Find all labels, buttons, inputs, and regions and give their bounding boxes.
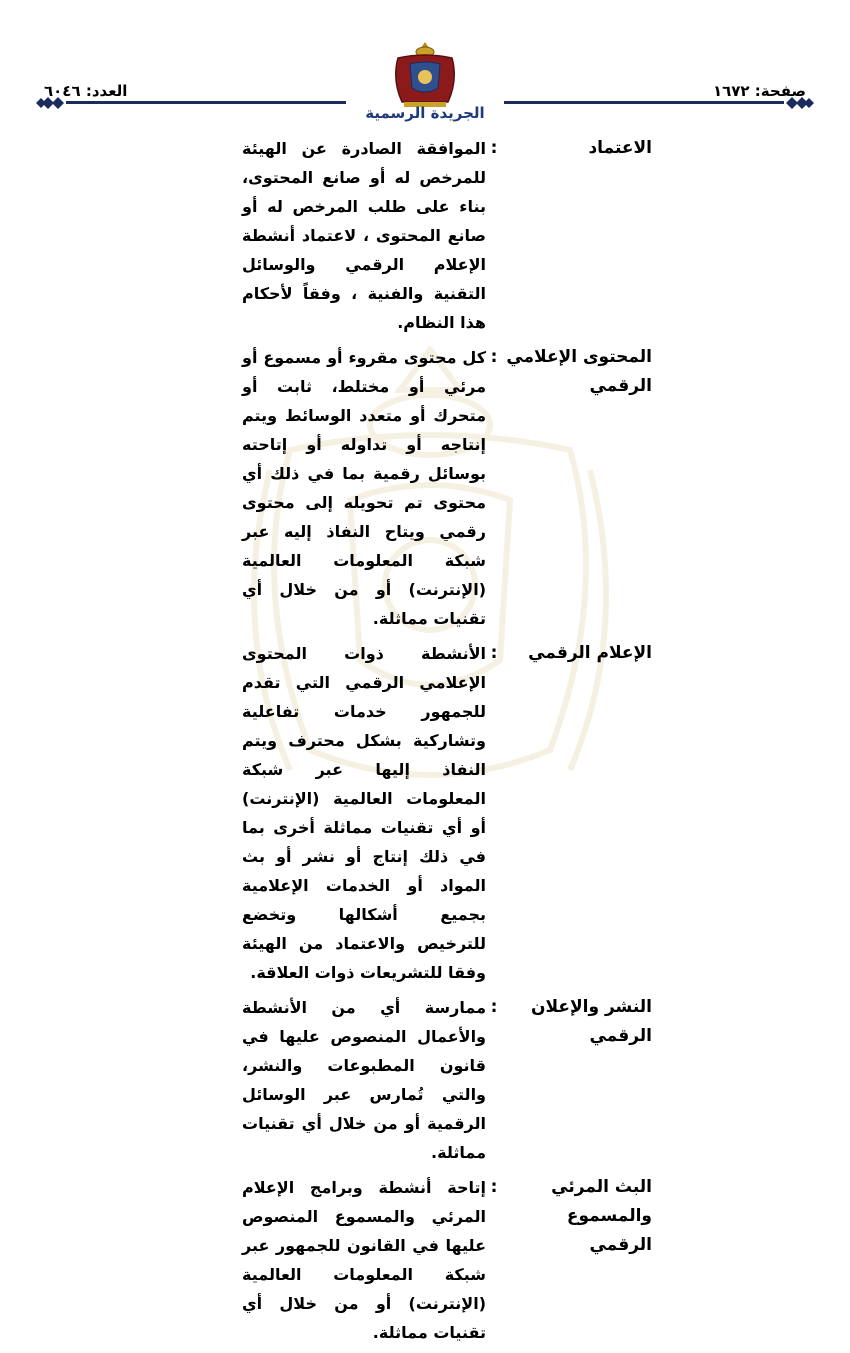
definition-item (242, 134, 652, 337)
definition-text: الأنشطة ذوات المحتوى الإعلامي الرقمي التي تقدم للجمهور خدمات تفاعلية وتشاركية بشكل محترف ويتم النفاذ إليها عبر شبكة المعلومات العالمية (الإنترنت) أو أي تقنيات مماثلة أخرى بما في ذلك إنتاج أو نشر أو بث المواد أو الخدمات الإعلامية بجميع أشكالها وتخضع للترخيص والاعتماد من الهيئة وفقا للتشريعات ذوات العلاقة. (242, 644, 486, 982)
definitions-list (242, 134, 652, 1353)
definition-item (242, 993, 652, 1167)
coat-of-arms-emblem (392, 40, 458, 110)
definition-item (242, 1173, 652, 1347)
definition-text: ممارسة أي من الأنشطة والأعمال المنصوص عليها في قانون المطبوعات والنشر، والتي تُمارس عبر الوسائل الرقمية أو من خلال أي تقنيات مماثلة. (242, 998, 486, 1162)
definition-colon: : (490, 643, 498, 663)
definition-colon: : (490, 1177, 498, 1197)
definition-item (242, 639, 652, 987)
issue-number: العدد: ٦٠٤٦ (44, 82, 128, 100)
definition-text: الموافقة الصادرة عن الهيئة للمرخص له أو صانع المحتوى، بناء على طلب المرخص له أو صانع المحتوى ، لاعتماد أنشطة الإعلام الرقمي والوسائل التقنية والفنية ، وفقاً لأحكام هذا النظام. (242, 139, 486, 332)
definition-colon: : (490, 997, 498, 1017)
definition-term: البث المرئي والمسموع الرقمي (551, 1177, 652, 1255)
definition-term: الاعتماد (588, 138, 652, 158)
header-rule-right (504, 97, 814, 109)
header-rule-left (36, 97, 346, 109)
definition-colon: : (490, 347, 498, 367)
definition-text: كل محتوى مقروء أو مسموع أو مرئي أو مختلط، ثابت أو متحرك أو متعدد الوسائط ويتم إنتاجه أو تداوله أو إتاحته بوسائل رقمية بما في ذلك أي محتوى تم تحويله إلى محتوى رقمي ويتاح النفاذ إليه عبر شبكة المعلومات العالمية (الإنترنت) أو من خلال أي تقنيات مماثلة. (242, 348, 486, 628)
definition-term: النشر والإعلان الرقمي (530, 997, 652, 1046)
page-header (0, 0, 850, 135)
definition-item (242, 343, 652, 633)
definition-text: إتاحة أنشطة وبرامج الإعلام المرئي والمسموع المنصوص عليها في القانون للجمهور عبر شبكة المعلومات العالمية (الإنترنت) أو من خلال أي تقنيات مماثلة. (242, 1178, 486, 1342)
page-number: صفحة: ١٦٧٢ (712, 82, 806, 100)
definition-colon: : (490, 138, 498, 158)
definition-term: الإعلام الرقمي (528, 643, 652, 663)
definition-term: المحتوى الإعلامي الرقمي (506, 347, 652, 396)
gazette-title: الجريدة الرسمية (365, 104, 485, 122)
